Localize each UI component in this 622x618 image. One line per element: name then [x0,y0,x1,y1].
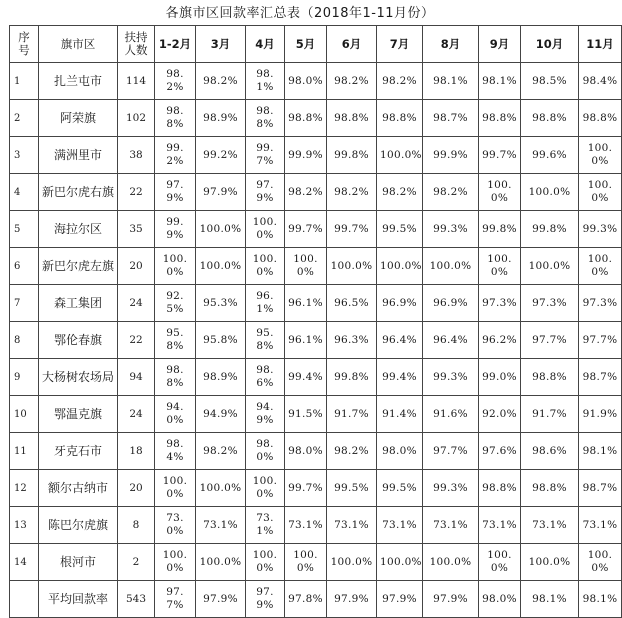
row-rate: 98.2% [196,433,246,470]
row-rate: 98.1% [246,63,285,100]
row-rate: 100.0% [196,248,246,285]
row-rate: 73.1% [521,507,579,544]
header-month: 5月 [285,26,327,63]
header-month: 10月 [521,26,579,63]
row-rate: 97.7% [423,433,479,470]
row-rate: 98.7% [579,470,622,507]
header-seq: 序号 [10,26,39,63]
row-rate: 99.2% [155,137,196,174]
row-rate: 99.3% [423,211,479,248]
table-row [10,100,622,137]
row-rate: 98.5% [521,63,579,100]
row-rate: 98.8% [579,100,622,137]
row-rate: 96.3% [327,322,377,359]
row-rate: 99.9% [423,137,479,174]
table-row [10,211,622,248]
row-rate: 97.7% [579,322,622,359]
row-rate: 100.0% [246,248,285,285]
row-rate: 94.0% [155,396,196,433]
row-rate: 97.9% [155,174,196,211]
row-name: 鄂温克旗 [39,396,118,433]
row-rate: 98.9% [196,359,246,396]
row-rate: 99.7% [285,211,327,248]
header-month: 8月 [423,26,479,63]
row-rate: 73.1% [285,507,327,544]
row-name: 新巴尔虎左旗 [39,248,118,285]
header-month: 9月 [479,26,521,63]
header-month: 1-2月 [155,26,196,63]
row-rate: 100.0% [377,248,423,285]
row-rate: 98.6% [521,433,579,470]
row-rate: 99.7% [285,470,327,507]
row-rate: 96.9% [423,285,479,322]
row-rate: 99.3% [423,359,479,396]
row-rate: 100.0% [579,174,622,211]
row-seq: 9 [10,359,39,396]
row-seq: 5 [10,211,39,248]
row-rate: 98.1% [521,581,579,618]
row-rate: 100.0% [521,544,579,581]
row-count: 24 [118,396,155,433]
row-rate: 97.7% [521,322,579,359]
row-rate: 99.7% [479,137,521,174]
row-count: 35 [118,211,155,248]
row-rate: 98.2% [196,63,246,100]
row-seq: 11 [10,433,39,470]
row-rate: 98.0% [479,581,521,618]
row-rate: 100.0% [521,174,579,211]
row-rate: 98.8% [521,100,579,137]
row-rate: 96.1% [246,285,285,322]
row-rate: 98.4% [155,433,196,470]
row-rate: 98.8% [285,100,327,137]
row-rate: 99.3% [579,211,622,248]
header-month: 4月 [246,26,285,63]
row-name: 满洲里市 [39,137,118,174]
row-name: 牙克石市 [39,433,118,470]
row-seq: 4 [10,174,39,211]
row-name: 扎兰屯市 [39,63,118,100]
row-seq: 12 [10,470,39,507]
row-name: 平均回款率 [39,581,118,618]
row-rate: 100.0% [155,248,196,285]
row-name: 根河市 [39,544,118,581]
row-rate: 98.0% [285,63,327,100]
row-count: 22 [118,322,155,359]
table-row [10,63,622,100]
row-rate: 98.2% [327,63,377,100]
row-rate: 98.7% [423,100,479,137]
row-name: 阿荣旗 [39,100,118,137]
row-rate: 100.0% [479,544,521,581]
row-rate: 98.2% [423,174,479,211]
row-rate: 99.4% [377,359,423,396]
row-rate: 99.4% [285,359,327,396]
row-rate: 92.0% [479,396,521,433]
row-rate: 98.2% [327,174,377,211]
row-rate: 98.2% [155,63,196,100]
row-count: 20 [118,470,155,507]
row-rate: 100.0% [479,248,521,285]
row-rate: 96.5% [327,285,377,322]
row-rate: 99.8% [521,211,579,248]
row-rate: 97.6% [479,433,521,470]
row-rate: 99.5% [377,211,423,248]
row-count: 114 [118,63,155,100]
row-rate: 97.8% [285,581,327,618]
row-name: 陈巴尔虎旗 [39,507,118,544]
row-rate: 91.9% [579,396,622,433]
row-rate: 100.0% [377,137,423,174]
table-row [10,581,622,618]
table-row [10,174,622,211]
row-rate: 91.6% [423,396,479,433]
row-seq: 6 [10,248,39,285]
row-name: 大杨树农场局 [39,359,118,396]
row-count: 8 [118,507,155,544]
row-rate: 98.1% [579,581,622,618]
row-rate: 100.0% [246,544,285,581]
row-rate: 91.7% [327,396,377,433]
row-rate: 100.0% [196,470,246,507]
row-rate: 98.8% [521,470,579,507]
row-rate: 100.0% [327,544,377,581]
row-rate: 97.3% [521,285,579,322]
row-count: 20 [118,248,155,285]
row-rate: 99.3% [423,470,479,507]
row-rate: 97.9% [246,581,285,618]
row-count: 94 [118,359,155,396]
header-name: 旗市区 [39,26,118,63]
row-rate: 97.3% [579,285,622,322]
row-name: 新巴尔虎右旗 [39,174,118,211]
row-rate: 97.9% [423,581,479,618]
row-rate: 100.0% [285,248,327,285]
row-rate: 96.1% [285,322,327,359]
row-rate: 99.6% [521,137,579,174]
row-rate: 98.8% [246,100,285,137]
row-count: 24 [118,285,155,322]
row-rate: 98.0% [246,433,285,470]
row-rate: 98.1% [479,63,521,100]
row-rate: 94.9% [196,396,246,433]
row-rate: 95.8% [155,322,196,359]
row-rate: 73.0% [155,507,196,544]
row-rate: 96.4% [377,322,423,359]
row-rate: 98.8% [377,100,423,137]
row-rate: 92.5% [155,285,196,322]
row-rate: 100.0% [579,544,622,581]
row-rate: 100.0% [285,544,327,581]
row-seq: 14 [10,544,39,581]
header-month: 6月 [327,26,377,63]
table-row [10,433,622,470]
row-rate: 97.9% [246,174,285,211]
row-rate: 99.2% [196,137,246,174]
row-rate: 91.5% [285,396,327,433]
row-rate: 99.5% [327,470,377,507]
row-count: 22 [118,174,155,211]
row-rate: 97.7% [155,581,196,618]
row-rate: 98.6% [246,359,285,396]
table-row [10,137,622,174]
row-count: 2 [118,544,155,581]
row-count: 543 [118,581,155,618]
row-rate: 98.9% [196,100,246,137]
table-row [10,248,622,285]
row-rate: 97.9% [196,174,246,211]
row-count: 38 [118,137,155,174]
row-rate: 99.8% [327,359,377,396]
row-name: 海拉尔区 [39,211,118,248]
row-seq: 10 [10,396,39,433]
row-rate: 98.8% [479,470,521,507]
row-rate: 97.9% [327,581,377,618]
row-rate: 99.0% [479,359,521,396]
collection-rate-table [9,25,622,618]
row-rate: 99.8% [479,211,521,248]
row-rate: 100.0% [246,470,285,507]
row-rate: 99.8% [327,137,377,174]
row-rate: 95.3% [196,285,246,322]
row-rate: 91.4% [377,396,423,433]
row-rate: 73.1% [377,507,423,544]
row-rate: 99.9% [285,137,327,174]
row-seq [10,581,39,618]
table-body [10,63,622,618]
table-row [10,507,622,544]
header-count: 扶持人数 [118,26,155,63]
header-month: 7月 [377,26,423,63]
row-rate: 99.7% [246,137,285,174]
row-rate: 100.0% [155,470,196,507]
row-rate: 97.9% [196,581,246,618]
row-rate: 100.0% [377,544,423,581]
row-rate: 99.9% [155,211,196,248]
row-rate: 96.2% [479,322,521,359]
row-name: 额尔古纳市 [39,470,118,507]
row-rate: 100.0% [327,248,377,285]
row-rate: 98.2% [377,63,423,100]
table-row [10,285,622,322]
row-rate: 97.9% [377,581,423,618]
row-rate: 98.1% [579,433,622,470]
header-month: 11月 [579,26,622,63]
row-rate: 100.0% [196,211,246,248]
header-row [10,26,622,63]
row-seq: 3 [10,137,39,174]
row-rate: 91.7% [521,396,579,433]
row-rate: 100.0% [579,137,622,174]
row-rate: 73.1% [479,507,521,544]
row-seq: 7 [10,285,39,322]
row-count: 102 [118,100,155,137]
row-rate: 96.9% [377,285,423,322]
table-row [10,470,622,507]
row-rate: 96.4% [423,322,479,359]
row-rate: 95.8% [196,322,246,359]
row-seq: 13 [10,507,39,544]
row-rate: 94.9% [246,396,285,433]
row-rate: 100.0% [155,544,196,581]
row-rate: 98.8% [327,100,377,137]
row-rate: 100.0% [196,544,246,581]
table-title: 各旗市区回款率汇总表（2018年1-11月份） [165,6,435,21]
row-seq: 8 [10,322,39,359]
table-row [10,359,622,396]
row-rate: 96.1% [285,285,327,322]
row-rate: 100.0% [423,544,479,581]
row-rate: 98.8% [521,359,579,396]
row-rate: 97.3% [479,285,521,322]
row-rate: 73.1% [327,507,377,544]
row-rate: 100.0% [479,174,521,211]
row-rate: 98.8% [479,100,521,137]
header-month: 3月 [196,26,246,63]
row-rate: 73.1% [246,507,285,544]
row-rate: 98.7% [579,359,622,396]
row-rate: 99.7% [327,211,377,248]
row-rate: 100.0% [579,248,622,285]
row-rate: 98.8% [155,100,196,137]
row-rate: 98.2% [377,174,423,211]
row-rate: 98.2% [285,174,327,211]
row-rate: 100.0% [521,248,579,285]
row-count: 18 [118,433,155,470]
row-seq: 2 [10,100,39,137]
table-row [10,544,622,581]
table-row [10,322,622,359]
row-rate: 98.8% [155,359,196,396]
row-name: 森工集团 [39,285,118,322]
row-rate: 99.5% [377,470,423,507]
row-rate: 100.0% [246,211,285,248]
row-rate: 73.1% [196,507,246,544]
row-rate: 98.2% [327,433,377,470]
table-row [10,396,622,433]
row-rate: 98.4% [579,63,622,100]
row-rate: 73.1% [579,507,622,544]
row-rate: 98.0% [377,433,423,470]
row-seq: 1 [10,63,39,100]
row-rate: 98.0% [285,433,327,470]
row-rate: 73.1% [423,507,479,544]
row-rate: 100.0% [423,248,479,285]
row-name: 鄂伦春旗 [39,322,118,359]
row-rate: 95.8% [246,322,285,359]
row-rate: 98.1% [423,63,479,100]
